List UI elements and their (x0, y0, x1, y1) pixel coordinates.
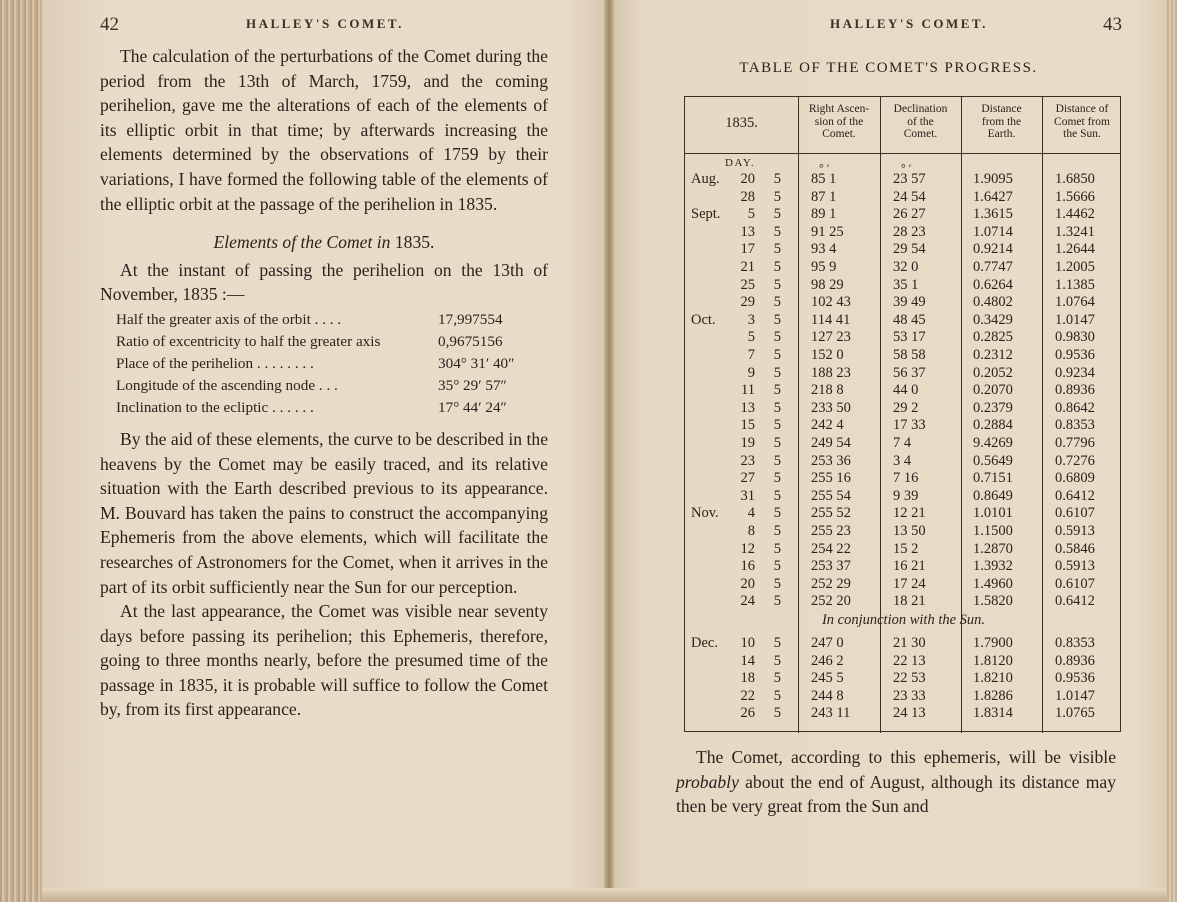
cell-dec: 16 21 (893, 558, 926, 575)
cell-ra: 242 4 (811, 417, 844, 434)
right-page-body (676, 745, 1116, 819)
cell-day: 29 (740, 294, 755, 311)
cell-hr: 5 (773, 687, 781, 704)
cell-ra: 252 20 (811, 593, 851, 610)
cell-earth: 1.4960 (973, 575, 1013, 592)
cell-ra: 102 43 (811, 294, 851, 311)
cell-sun: 1.0147 (1055, 311, 1095, 328)
cell-earth: 0.2052 (973, 364, 1013, 381)
cell-sun: 1.6850 (1055, 171, 1095, 187)
cell-dec: 29 2 (893, 399, 919, 416)
cell-earth: 1.8286 (973, 687, 1013, 704)
cell-day: 9 (747, 364, 755, 381)
cell-sun: 0.9234 (1055, 364, 1095, 381)
cell-day: 13 (740, 399, 755, 416)
cell-ra: 85 1 (811, 171, 837, 187)
cell-hr: 5 (773, 223, 781, 240)
cell-hr: 5 (773, 470, 781, 487)
cell-earth: 1.9095 (973, 171, 1013, 187)
cell-sun: 0.8936 (1055, 382, 1095, 399)
cell-ra: 87 1 (811, 188, 837, 205)
element-label: Half the greater axis of the orbit . . . . (116, 310, 342, 328)
cell-dec: 7 16 (893, 470, 919, 487)
cell-hr: 5 (773, 206, 781, 223)
orbital-element (116, 375, 548, 397)
cell-sun: 0.5846 (1055, 540, 1095, 557)
cell-ra: 246 2 (811, 652, 844, 669)
cell-dec: 22 53 (893, 670, 926, 687)
cell-sun: 0.6107 (1055, 505, 1095, 522)
running-head-right: HALLEY'S COMET. (830, 16, 988, 31)
cell-month: Aug. (691, 171, 720, 187)
paragraph-perturbations: The calculation of the perturbations of the Comet during the period from the 13th of March, 1759, and the coming perihelion, gave me the alterations of each of the elements of its elliptic orbit in that time; by afterwards increasing the elements determined by the observations of 1759 by their variations, I have formed the following table of the elements of the elliptic orbit at the passage of the perihelion in 1835. (100, 46, 548, 214)
table-row (685, 635, 1122, 653)
cell-dec: 44 0 (893, 382, 919, 399)
table-row (685, 558, 1122, 576)
table-row (685, 523, 1122, 541)
element-value: 35° 29′ 57″ (438, 376, 507, 394)
cell-day: 25 (740, 276, 755, 293)
table-row (685, 312, 1122, 330)
cell-hr: 5 (773, 329, 781, 346)
cell-hr: 5 (773, 558, 781, 575)
page-edges-left (0, 0, 42, 902)
cell-dec: 17 24 (893, 575, 926, 592)
cell-day: 8 (747, 523, 755, 539)
header-distance-sun: Distance of Comet from the Sun. (1054, 103, 1110, 140)
cell-hr: 5 (773, 311, 781, 328)
cell-day: 5 (747, 206, 755, 223)
table-row (685, 688, 1122, 706)
page-edges-right (1167, 0, 1177, 902)
table-row (685, 277, 1122, 295)
cell-hr: 5 (773, 523, 781, 539)
cell-hr: 5 (773, 452, 781, 469)
cell-hr: 5 (773, 705, 781, 722)
cell-hr: 5 (773, 399, 781, 416)
cell-earth: 0.2825 (973, 329, 1013, 346)
table-row (685, 347, 1122, 365)
cell-hr: 5 (773, 635, 781, 651)
cell-ra: 247 0 (811, 635, 844, 651)
table-row (685, 505, 1122, 523)
cell-dec: 13 50 (893, 523, 926, 539)
cell-sun: 0.9830 (1055, 329, 1095, 346)
cell-ra: 233 50 (811, 399, 851, 416)
paragraph-visibility-start: The Comet, according to this ephemeris, will be visible (696, 747, 1116, 767)
cell-dec: 56 37 (893, 364, 926, 381)
cell-sun: 0.6412 (1055, 593, 1095, 610)
cell-ra: 253 37 (811, 558, 851, 575)
cell-dec: 24 54 (893, 188, 926, 205)
cell-ra: 127 23 (811, 329, 851, 346)
cell-sun: 0.6412 (1055, 487, 1095, 504)
table-row (685, 653, 1122, 671)
cell-hr: 5 (773, 670, 781, 687)
cell-dec: 17 33 (893, 417, 926, 434)
cell-sun: 0.7276 (1055, 452, 1095, 469)
cell-day: 10 (740, 635, 755, 651)
day-label: DAY. (725, 157, 756, 169)
orbital-elements-list (116, 309, 548, 419)
cell-sun: 1.2005 (1055, 259, 1095, 275)
cell-dec: 26 27 (893, 206, 926, 223)
cell-ra: 252 29 (811, 575, 851, 592)
cell-sun: 0.9536 (1055, 347, 1095, 363)
cell-earth: 0.4802 (973, 294, 1013, 311)
cell-sun: 0.8936 (1055, 652, 1095, 669)
cell-ra: 244 8 (811, 687, 844, 704)
cell-ra: 89 1 (811, 206, 837, 223)
table-row (685, 382, 1122, 400)
cell-month: Sept. (691, 206, 721, 223)
cell-earth: 0.2312 (973, 347, 1013, 363)
cell-day: 27 (740, 470, 755, 487)
cell-earth: 1.3615 (973, 206, 1013, 223)
cell-day: 23 (740, 452, 755, 469)
cell-sun: 1.3241 (1055, 223, 1095, 240)
cell-hr: 5 (773, 276, 781, 293)
cell-ra: 152 0 (811, 347, 844, 363)
cell-dec: 48 45 (893, 311, 926, 328)
cell-ra: 253 36 (811, 452, 851, 469)
cell-dec: 24 13 (893, 705, 926, 722)
cell-earth: 0.7747 (973, 259, 1013, 275)
cell-sun: 1.1385 (1055, 276, 1095, 293)
paragraph-curve-traced: By the aid of these elements, the curve to be described in the heavens by the Comet may be easily traced, and its relative situation with the Earth described previous to its appearance. M. Bouvard has taken the pains to construct the accompanying Ephemeris from the above elements, which will facilitate the researches of Astronomers for the Comet, when it arrives in the part of its orbit sufficiently near the Sun for our perception. (100, 428, 548, 597)
element-value: 17° 44′ 24″ (438, 398, 507, 416)
element-label: Ratio of excentricity to half the greater axis (116, 332, 381, 350)
table-row (685, 241, 1122, 259)
cell-earth: 1.6427 (973, 188, 1013, 205)
cell-earth: 1.3932 (973, 558, 1013, 575)
table-row (685, 435, 1122, 453)
cell-day: 7 (747, 347, 755, 363)
cell-earth: 0.2884 (973, 417, 1013, 434)
cell-hr: 5 (773, 241, 781, 258)
table-row (685, 206, 1122, 224)
table-title: TABLE OF THE COMET'S PROGRESS. (739, 60, 1038, 76)
orbital-element (116, 309, 548, 331)
cell-sun: 1.0147 (1055, 687, 1095, 704)
cell-ra: 255 16 (811, 470, 851, 487)
cell-dec: 29 54 (893, 241, 926, 258)
cell-hr: 5 (773, 593, 781, 610)
header-declination: Declination of the Comet. (893, 103, 948, 140)
table-row (685, 453, 1122, 471)
cell-dec: 58 58 (893, 347, 926, 363)
cell-dec: 21 30 (893, 635, 926, 651)
cell-dec: 53 17 (893, 329, 926, 346)
table-row (685, 705, 1122, 723)
cell-ra: 255 54 (811, 487, 851, 504)
cell-ra: 95 9 (811, 259, 837, 275)
table-row (685, 670, 1122, 688)
paragraph-visibility-end: about the end of August, although its distance may then be very great from the Sun and (676, 771, 1116, 817)
paragraph-visibility (676, 745, 1116, 819)
cell-day: 4 (747, 505, 755, 522)
header-year: 1835. (725, 115, 758, 131)
cell-sun: 0.8642 (1055, 399, 1095, 416)
conjunction-note: In conjunction with the Sun. (821, 612, 986, 628)
cell-day: 15 (740, 417, 755, 434)
cell-dec: 23 57 (893, 171, 926, 187)
cell-earth: 9.4269 (973, 435, 1013, 451)
cell-day: 24 (740, 593, 755, 610)
cell-dec: 23 33 (893, 687, 926, 704)
cell-ra: 188 23 (811, 364, 851, 381)
cell-day: 17 (740, 241, 755, 258)
dec-degree-marks: ° ′ (901, 161, 912, 175)
cell-day: 28 (740, 188, 755, 205)
cell-sun: 1.4462 (1055, 206, 1095, 223)
cell-earth: 1.2870 (973, 540, 1013, 557)
ra-degree-marks: ° ′ (819, 161, 830, 175)
cell-ra: 255 23 (811, 523, 851, 539)
cell-sun: 0.8353 (1055, 417, 1095, 434)
cell-hr: 5 (773, 487, 781, 504)
cell-earth: 1.1500 (973, 523, 1013, 539)
cell-hr: 5 (773, 652, 781, 669)
table-row (685, 541, 1122, 559)
cell-day: 12 (740, 540, 755, 557)
cell-day: 13 (740, 223, 755, 240)
section-heading (100, 230, 548, 255)
cell-ra: 254 22 (811, 540, 851, 557)
cell-hr: 5 (773, 435, 781, 451)
cell-dec: 18 21 (893, 593, 926, 610)
table-row (685, 259, 1122, 277)
table-row (685, 593, 1122, 611)
cell-day: 18 (740, 670, 755, 687)
cell-sun: 0.5913 (1055, 558, 1095, 575)
table-row (685, 224, 1122, 242)
cell-month: Dec. (691, 635, 718, 651)
cell-earth: 1.0101 (973, 505, 1013, 522)
left-page-body (100, 44, 548, 722)
table-row (685, 488, 1122, 506)
cell-dec: 32 0 (893, 259, 919, 275)
section-heading-text: Elements of the Comet in (213, 232, 391, 253)
book-gutter (604, 0, 614, 902)
cell-day: 19 (740, 435, 755, 451)
cell-sun: 0.5913 (1055, 523, 1095, 539)
cell-dec: 22 13 (893, 652, 926, 669)
element-value: 17,997554 (438, 310, 503, 328)
cell-ra: 93 4 (811, 241, 837, 258)
orbital-element (116, 331, 548, 353)
header-right-ascension: Right Ascen- sion of the Comet. (808, 103, 870, 140)
cell-earth: 1.8314 (973, 705, 1013, 722)
cell-day: 20 (740, 171, 755, 187)
header-rule (685, 153, 1120, 154)
cell-hr: 5 (773, 364, 781, 381)
cell-sun: 0.8353 (1055, 635, 1095, 651)
cell-earth: 0.8649 (973, 487, 1013, 504)
section-heading-year: 1835. (394, 232, 435, 253)
cell-hr: 5 (773, 505, 781, 522)
cell-hr: 5 (773, 259, 781, 275)
cell-day: 11 (741, 382, 755, 399)
cell-dec: 3 4 (893, 452, 912, 469)
cell-earth: 1.8210 (973, 670, 1013, 687)
element-value: 304° 31′ 40″ (438, 354, 515, 372)
cell-earth: 0.5649 (973, 452, 1013, 469)
cell-hr: 5 (773, 575, 781, 592)
cell-hr: 5 (773, 417, 781, 434)
cell-earth: 0.9214 (973, 241, 1013, 258)
element-label: Longitude of the ascending node . . . (116, 376, 338, 394)
cell-day: 5 (747, 329, 755, 346)
cell-dec: 28 23 (893, 223, 926, 240)
cell-earth: 1.7900 (973, 635, 1013, 651)
cell-day: 22 (740, 687, 755, 704)
cell-hr: 5 (773, 294, 781, 311)
cell-earth: 1.8120 (973, 652, 1013, 669)
cell-sun: 1.0765 (1055, 705, 1095, 722)
page-number-left: 42 (100, 14, 119, 35)
cell-day: 16 (740, 558, 755, 575)
cell-earth: 0.7151 (973, 470, 1013, 487)
cell-dec: 35 1 (893, 276, 919, 293)
cell-day: 14 (740, 652, 755, 669)
cell-ra: 249 54 (811, 435, 851, 451)
cell-month: Oct. (691, 311, 716, 328)
cell-earth: 0.2379 (973, 399, 1013, 416)
cell-sun: 0.7796 (1055, 435, 1095, 451)
orbital-element (116, 353, 548, 375)
cell-day: 3 (747, 311, 755, 328)
cell-dec: 7 4 (893, 435, 912, 451)
cell-ra: 245 5 (811, 670, 844, 687)
cell-hr: 5 (773, 382, 781, 399)
table-row (685, 171, 1122, 189)
cell-day: 31 (740, 487, 755, 504)
orbital-element (116, 397, 548, 419)
cell-ra: 255 52 (811, 505, 851, 522)
cell-month: Nov. (691, 505, 719, 522)
paragraph-last-appearance: At the last appearance, the Comet was visible near seventy days before passing its perihelion; this Ephemeris, therefore, going to three months nearly, before the presumed time of the passage in 1835, it is probable will suffice to follow the Comet by, from its first appearance. (100, 601, 548, 720)
cell-sun: 0.6107 (1055, 575, 1095, 592)
element-label: Inclination to the ecliptic . . . . . . (116, 398, 314, 416)
cell-earth: 1.0714 (973, 223, 1013, 240)
paragraph-perihelion-instant: At the instant of passing the perihelion on the 13th of November, 1835 :— (100, 259, 548, 305)
table-row (685, 329, 1122, 347)
element-label: Place of the perihelion . . . . . . . . (116, 354, 314, 372)
cell-hr: 5 (773, 188, 781, 205)
cell-day: 21 (740, 259, 755, 275)
cell-dec: 9 39 (893, 487, 919, 504)
cell-sun: 1.2644 (1055, 241, 1095, 258)
cell-earth: 0.3429 (973, 311, 1013, 328)
cell-hr: 5 (773, 171, 781, 187)
table-row (685, 365, 1122, 383)
header-distance-earth: Distance from the Earth. (981, 103, 1022, 140)
cell-dec: 12 21 (893, 505, 926, 522)
cell-hr: 5 (773, 540, 781, 557)
cell-hr: 5 (773, 347, 781, 363)
comet-progress-table (684, 96, 1121, 732)
cell-dec: 15 2 (893, 540, 919, 557)
table-row (685, 417, 1122, 435)
cell-sun: 1.0764 (1055, 294, 1095, 311)
page-edges-bottom (42, 888, 1167, 902)
cell-sun: 0.6809 (1055, 470, 1095, 487)
cell-earth: 0.6264 (973, 276, 1013, 293)
running-head-left: HALLEY'S COMET. (246, 16, 404, 31)
cell-sun: 1.5666 (1055, 188, 1095, 205)
page-number-right: 43 (1103, 14, 1122, 35)
table-row (685, 576, 1122, 594)
cell-dec: 39 49 (893, 294, 926, 311)
element-value: 0,9675156 (438, 332, 503, 350)
table-row (685, 294, 1122, 312)
cell-day: 26 (740, 705, 755, 722)
table-row (685, 470, 1122, 488)
cell-ra: 243 11 (811, 705, 851, 722)
cell-ra: 98 29 (811, 276, 844, 293)
cell-ra: 91 25 (811, 223, 844, 240)
cell-sun: 0.9536 (1055, 670, 1095, 687)
paragraph-visibility-emphasis: probably (676, 771, 739, 792)
table-row (685, 400, 1122, 418)
cell-earth: 1.5820 (973, 593, 1013, 610)
table-row (685, 189, 1122, 207)
cell-day: 20 (740, 575, 755, 592)
cell-ra: 218 8 (811, 382, 844, 399)
cell-earth: 0.2070 (973, 382, 1013, 399)
cell-ra: 114 41 (811, 311, 851, 328)
